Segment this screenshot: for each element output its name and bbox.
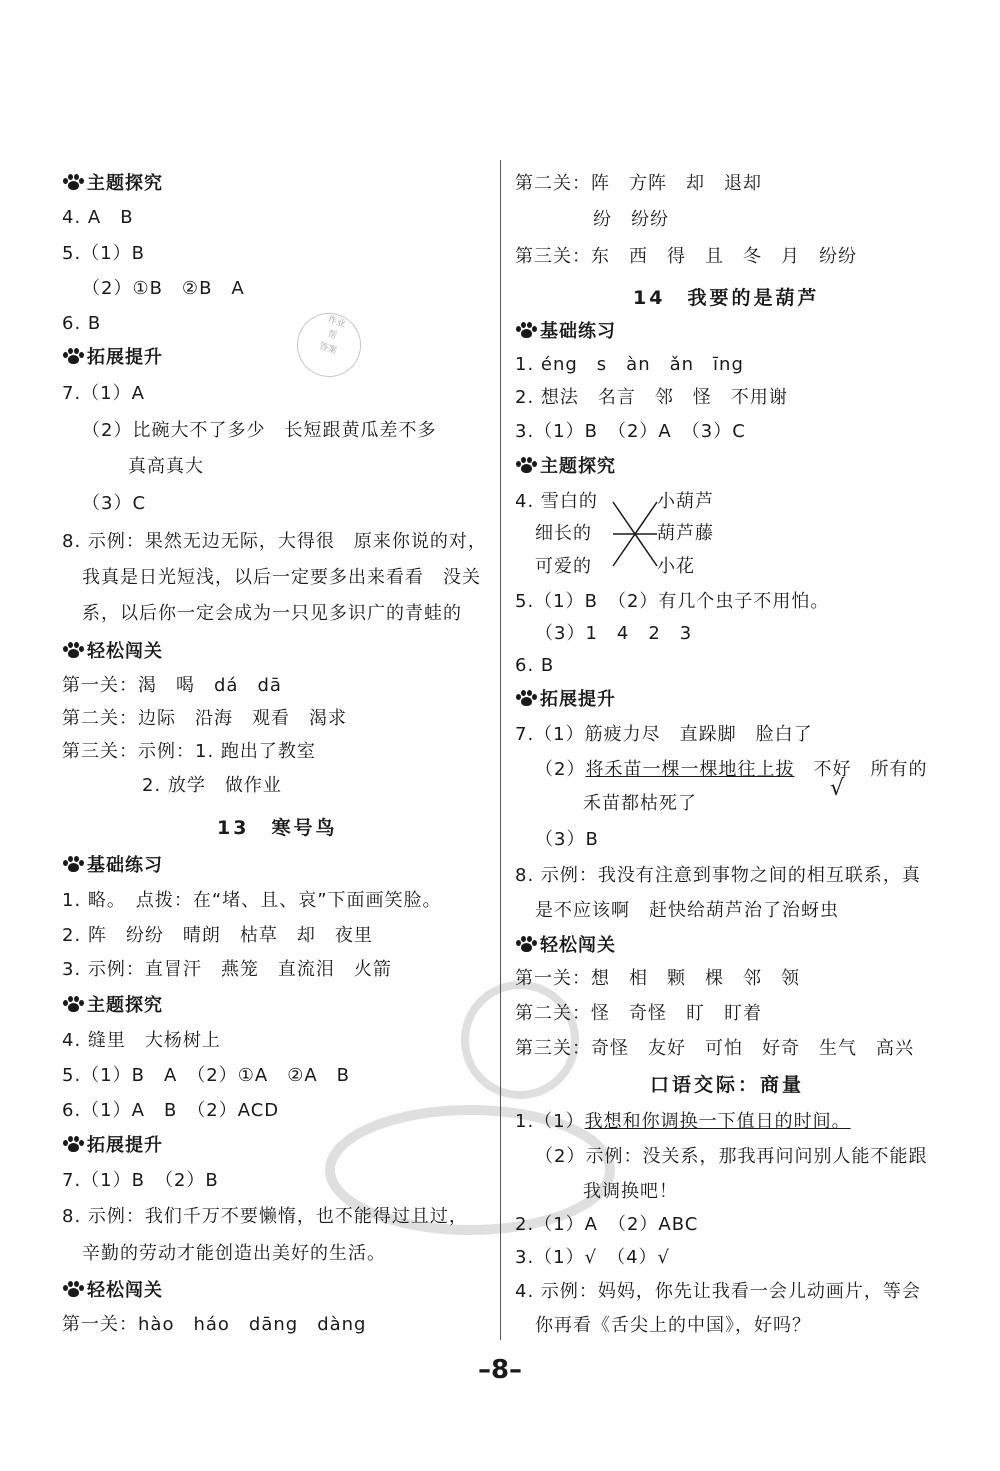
- answer-line: 5.（1）B: [62, 243, 145, 264]
- column-divider: [500, 160, 501, 1340]
- answer-line: 4. 缝里 大杨树上: [62, 1030, 221, 1051]
- section-heading: 轻松闯关: [515, 934, 616, 958]
- section-title: 口语交际：商量: [650, 1074, 805, 1096]
- answer-line: 第三关：示例：1. 跑出了教室: [62, 741, 316, 762]
- answer-line: （2）比碗大不了多少 长短跟黄瓜差不多: [82, 420, 437, 441]
- page-number: –8–: [477, 1355, 523, 1385]
- answer-line: 5.（1）B A （2）①A ②A B: [62, 1065, 350, 1086]
- answer-line: 第三关：奇怪 友好 可怕 好奇 生气 高兴: [515, 1038, 914, 1059]
- answer-line: 2.（1）A （2）ABC: [515, 1214, 699, 1235]
- paw-icon: [515, 935, 537, 953]
- answer-line: （2）示例：没关系，那我再问问别人能不能跟: [535, 1146, 928, 1167]
- section-heading: 轻松闯关: [62, 640, 163, 664]
- answer-line: 3.（1）√ （4）√: [515, 1247, 671, 1268]
- answer-line: 我调换吧！: [583, 1181, 678, 1202]
- answer-line: 真高真大: [128, 456, 204, 477]
- paw-icon: [62, 1280, 84, 1298]
- answer-line: 6. B: [515, 655, 555, 676]
- answer-line: 3. 示例：直冒汗 燕笼 直流泪 火箭: [62, 959, 392, 980]
- answer-line: 7.（1）筋疲力尽 直跺脚 脸白了: [515, 724, 813, 745]
- paw-icon: [515, 321, 537, 339]
- lesson-title: 14 我要的是葫芦: [633, 287, 820, 309]
- answer-line: 系，以后你一定会成为一只见多识广的青蛙的: [82, 603, 462, 624]
- answer-line: 第三关：东 西 得 且 冬 月 纷纷: [515, 246, 857, 267]
- paw-icon: [515, 689, 537, 707]
- section-heading: 基础练习: [515, 320, 616, 344]
- paw-icon: [62, 347, 84, 365]
- answer-line: 2. 放学 做作业: [142, 775, 282, 796]
- lesson-title: 13 寒号鸟: [217, 817, 338, 839]
- match-left-item: 可爱的: [535, 556, 592, 577]
- answer-line: （2）将禾苗一棵一棵地往上拔 不好 所有的: [535, 759, 928, 780]
- answer-line: 第一关：渴 喝 dá dā: [62, 675, 282, 696]
- section-heading: 拓展提升: [62, 1134, 163, 1158]
- match-right-item: 小花: [657, 556, 695, 577]
- section-heading: 轻松闯关: [62, 1279, 163, 1303]
- answer-line: 第二关：边际 沿海 观看 渴求: [62, 708, 347, 729]
- match-right-item: 葫芦藤: [657, 523, 714, 544]
- homework-stamp: 作业 帮 答案: [289, 305, 370, 386]
- answer-line: （2）①B ②B A: [82, 278, 245, 299]
- check-mark: √: [830, 776, 845, 801]
- answer-line: 第一关：想 相 颗 棵 邻 领: [515, 968, 800, 989]
- answer-line: 4. 示例：妈妈，你先让我看一会儿动画片，等会: [515, 1281, 921, 1302]
- answer-line: 你再看《舌尖上的中国》，好吗？: [535, 1315, 811, 1336]
- paw-icon: [62, 173, 84, 191]
- answer-line: 1.（1）我想和你调换一下值日的时间。: [515, 1111, 851, 1132]
- answer-line: （3）1 4 2 3: [535, 623, 693, 644]
- answer-line: （3）B: [535, 829, 599, 850]
- section-heading: 拓展提升: [515, 688, 616, 712]
- paw-icon: [62, 995, 84, 1013]
- answer-line: 1. éng s àn ǎn īng: [515, 354, 744, 375]
- answer-line: 6. B: [62, 313, 102, 334]
- matching-lines: [611, 490, 661, 570]
- section-heading: 主题探究: [62, 172, 163, 196]
- answer-line: 辛勤的劳动才能创造出美好的生活。: [82, 1243, 386, 1264]
- answer-line: 2. 阵 纷纷 晴朗 枯草 却 夜里: [62, 925, 373, 946]
- answer-line: 8. 示例：我们千万不要懒惰，也不能得过且过，: [62, 1206, 468, 1227]
- answer-line: 3.（1）B （2）A （3）C: [515, 421, 746, 442]
- paw-icon: [62, 855, 84, 873]
- answer-line: 4. A B: [62, 207, 134, 228]
- answer-line: 第二关：阵 方阵 却 退却: [515, 173, 762, 194]
- paw-icon: [515, 456, 537, 474]
- answer-line: 8. 示例：果然无边无际，大得很 原来你说的对，: [62, 531, 487, 552]
- paw-icon: [62, 1135, 84, 1153]
- answer-line: 纷 纷纷: [593, 209, 669, 230]
- answer-line: 8. 示例：我没有注意到事物之间的相互联系，真: [515, 865, 921, 886]
- answer-line: 我真是日光短浅，以后一定要多出来看看 没关: [82, 567, 481, 588]
- section-heading: 主题探究: [515, 455, 616, 479]
- answer-line: （3）C: [82, 493, 147, 514]
- paw-icon: [62, 641, 84, 659]
- match-left-item: 4. 雪白的: [515, 491, 598, 512]
- answer-line: 7.（1）B （2）B: [62, 1170, 219, 1191]
- section-heading: 基础练习: [62, 854, 163, 878]
- answer-line: 7.（1）A: [62, 383, 145, 404]
- answer-line: 2. 想法 名言 邻 怪 不用谢: [515, 387, 788, 408]
- answer-line: 6.（1）A B （2）ACD: [62, 1100, 280, 1121]
- answer-line: 第一关：hào háo dāng dàng: [62, 1314, 367, 1335]
- answer-line: 第二关：怪 奇怪 盯 盯着: [515, 1003, 762, 1024]
- section-heading: 拓展提升: [62, 346, 163, 370]
- section-heading: 主题探究: [62, 994, 163, 1018]
- match-right-item: 小葫芦: [657, 491, 714, 512]
- answer-line: 禾苗都枯死了: [583, 793, 697, 814]
- answer-line: 5.（1）B （2）有几个虫子不用怕。: [515, 591, 830, 612]
- answer-line: 1. 略。 点拨：在“堵、且、哀”下面画笑脸。: [62, 890, 442, 911]
- answer-line: 是不应该啊 赶快给葫芦治了治蚜虫: [535, 900, 839, 921]
- match-left-item: 细长的: [535, 523, 592, 544]
